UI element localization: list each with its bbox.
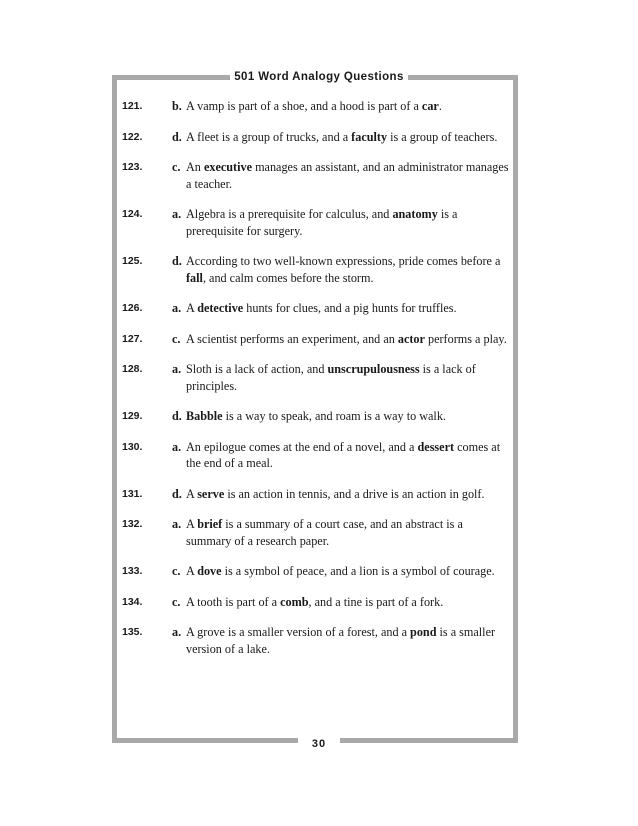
- answer-keyword: dove: [197, 564, 222, 578]
- answer-keyword: comb: [280, 594, 309, 609]
- answer-item: [122, 516, 510, 549]
- answer-keyword: detective: [197, 301, 244, 315]
- answer-item: [122, 129, 510, 146]
- question-number: 121.: [122, 100, 143, 112]
- answer-explanation: A scientist performs an experiment, and an actor performs a play.: [186, 331, 507, 346]
- question-number: 131.: [122, 487, 143, 500]
- answer-item: [122, 300, 510, 317]
- answer-explanation: An executive manages an assistant, and an administrator manages a teacher.: [186, 160, 509, 191]
- answer-keyword: pond: [410, 625, 437, 639]
- answer-explanation: According to two well-known expressions, pride comes before a fall, and calm comes before the storm.: [186, 254, 501, 285]
- answer-item: [122, 98, 510, 115]
- answer-keyword: brief: [197, 517, 223, 531]
- answer-keyword: Babble: [186, 409, 223, 423]
- answer-item: [122, 594, 510, 611]
- answer-explanation: A grove is a smaller version of a forest, and a pond is a smaller version of a lake.: [186, 625, 496, 656]
- question-number: 123.: [122, 161, 143, 173]
- answer-item: [122, 253, 510, 286]
- question-number: 126.: [122, 302, 143, 314]
- answer-explanation: A brief is a summary of a court case, and an abstract is a summary of a research paper.: [186, 517, 463, 548]
- question-number: 122.: [122, 130, 143, 143]
- answer-letter: c.: [172, 331, 181, 346]
- answer-explanation: A vamp is part of a shoe, and a hood is part of a car.: [186, 99, 442, 113]
- answer-letter: c.: [172, 160, 181, 174]
- answer-explanation: A detective hunts for clues, and a pig hunts for truffles.: [186, 301, 457, 315]
- answer-explanation: Sloth is a lack of action, and unscrupulousness is a lack of principles.: [186, 362, 476, 393]
- answer-letter: a.: [172, 625, 182, 639]
- answer-keyword: fall: [186, 270, 203, 285]
- answer-explanation: A serve is an action in tennis, and a drive is an action in golf.: [186, 486, 485, 501]
- answer-letter: c.: [172, 594, 181, 609]
- answer-letter: d.: [172, 254, 182, 268]
- answer-letter: a.: [172, 207, 182, 221]
- answer-item: [122, 159, 510, 192]
- answer-explanation: Babble is a way to speak, and roam is a way to walk.: [186, 409, 446, 423]
- page-number: 30: [298, 735, 340, 753]
- answer-item: [122, 439, 510, 472]
- answer-list: [122, 98, 510, 671]
- answer-keyword: faculty: [351, 129, 388, 144]
- answer-item: [122, 408, 510, 425]
- answer-letter: b.: [172, 99, 182, 113]
- question-number: 130.: [122, 440, 143, 453]
- question-number: 125.: [122, 255, 143, 267]
- question-number: 135.: [122, 626, 143, 638]
- answer-item: [122, 563, 510, 580]
- question-number: 129.: [122, 410, 143, 422]
- answer-item: [122, 624, 510, 657]
- answer-letter: a.: [172, 517, 182, 531]
- answer-keyword: actor: [397, 331, 425, 346]
- question-number: 132.: [122, 518, 143, 530]
- answer-letter: d.: [172, 409, 182, 423]
- answer-explanation: A fleet is a group of trucks, and a faculty is a group of teachers.: [186, 129, 498, 144]
- answer-explanation: An epilogue comes at the end of a novel, and a dessert comes at the end of a meal.: [186, 439, 501, 470]
- answer-item: [122, 206, 510, 239]
- answer-letter: d.: [172, 129, 182, 144]
- answer-letter: a.: [172, 439, 182, 454]
- answer-explanation: A dove is a symbol of peace, and a lion is a symbol of courage.: [186, 564, 495, 578]
- answer-explanation: Algebra is a prerequisite for calculus, and anatomy is a prerequisite for surgery.: [186, 207, 458, 238]
- answer-item: [122, 331, 510, 348]
- answer-keyword: dessert: [417, 439, 455, 454]
- answer-item: [122, 486, 510, 503]
- answer-letter: d.: [172, 486, 182, 501]
- question-number: 133.: [122, 565, 143, 577]
- answer-explanation: A tooth is part of a comb, and a tine is part of a fork.: [186, 594, 444, 609]
- question-number: 127.: [122, 332, 143, 345]
- page-header-title: 501 Word Analogy Questions: [230, 68, 408, 86]
- answer-keyword: executive: [203, 160, 253, 174]
- answer-keyword: serve: [197, 486, 225, 501]
- answer-letter: c.: [172, 564, 181, 578]
- question-number: 124.: [122, 208, 143, 220]
- answer-keyword: unscrupulousness: [327, 362, 420, 376]
- answer-letter: a.: [172, 362, 182, 376]
- answer-keyword: anatomy: [392, 207, 438, 221]
- answer-item: [122, 361, 510, 394]
- question-number: 134.: [122, 595, 143, 608]
- answer-letter: a.: [172, 301, 182, 315]
- answer-keyword: car: [421, 99, 439, 113]
- question-number: 128.: [122, 363, 143, 375]
